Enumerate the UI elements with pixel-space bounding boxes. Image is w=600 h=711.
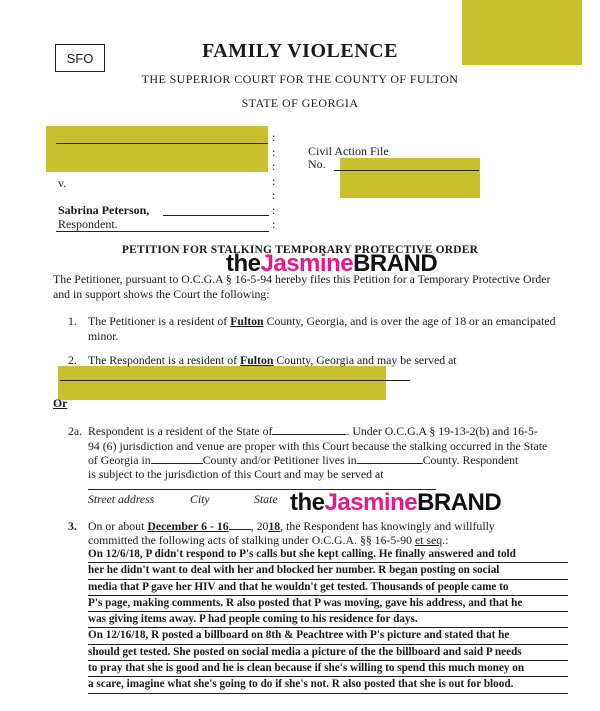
petition-heading: PETITION FOR STALKING TEMPORARY PROTECTIVE ORDER xyxy=(121,244,479,256)
caption-bottom-line xyxy=(56,231,269,232)
redaction-petitioner-name xyxy=(46,126,268,172)
watermark-brand: BRAND xyxy=(417,489,502,516)
watermark-the: the xyxy=(290,489,325,516)
item-3-number: 3. xyxy=(68,519,77,533)
stalking-act-line: On 12/6/18, P didn't respond to P's calls but she kept calling. He finally answered and told xyxy=(88,547,568,563)
watermark-jasmine: Jasmine xyxy=(324,489,418,516)
caption-colons: : : : : : : : xyxy=(272,130,276,231)
document-title: FAMILY VIOLENCE xyxy=(202,40,398,62)
stalking-act-line: P's page, making comments. R also posted that P was moving, gave his address, and that he xyxy=(88,596,568,612)
sfo-label: SFO xyxy=(66,50,94,66)
item-2a-line-2: 94 (6) jurisdiction and venue are proper with this Court because the stalking occurred in the State xyxy=(88,439,548,453)
respondent-name: Sabrina Peterson, xyxy=(58,203,150,217)
stalking-act-line: a scare, imagine what she's going to do if she's not. R also posted that she is out for blood. xyxy=(88,677,568,693)
item-1-text: The Petitioner is a resident of Fulton County, Georgia, and is over the age of 18 or an emancipated xyxy=(88,314,556,328)
street-address-label: Street address xyxy=(88,492,155,506)
state-name: STATE OF GEORGIA xyxy=(241,96,359,110)
item-2a-line-4: is subject to the jurisdiction of this Court and may be served at xyxy=(88,467,384,481)
versus-label: v. xyxy=(58,176,67,190)
item-3-line-2: committed the following acts of stalking under O.C.G.A. §§ 16-5-90 et seq.: xyxy=(88,533,449,547)
respondent-label: Respondent. xyxy=(58,217,118,231)
item-1-county: Fulton xyxy=(230,314,264,328)
court-name: THE SUPERIOR COURT FOR THE COUNTY OF FULTON xyxy=(141,72,459,86)
stalking-act-line: On 12/16/18, R posted a billboard on 8th & Peachtree with P's picture and stated that he xyxy=(88,628,568,644)
item-2-county: Fulton xyxy=(240,353,274,367)
watermark-brand: BRAND xyxy=(353,250,438,277)
service-address-line xyxy=(60,380,410,381)
stalking-act-line: was giving items away. P had people coming to his residence for days. xyxy=(88,612,568,628)
stalking-act-line: media that P gave her HIV and that he wouldn't get tested. Thousands of people came to xyxy=(88,580,568,596)
respondent-name-line xyxy=(163,215,269,216)
redaction-service-address xyxy=(58,366,386,400)
civil-action-label: Civil Action File xyxy=(308,144,389,158)
petitioner-name-line xyxy=(56,143,268,144)
watermark-middle xyxy=(290,489,501,517)
watermark-jasmine: Jasmine xyxy=(260,250,354,277)
city-label: City xyxy=(190,492,210,506)
item-1-number: 1. xyxy=(68,314,77,328)
item-1-line-2: minor. xyxy=(88,329,119,343)
case-no-label: No. xyxy=(308,157,326,171)
stalking-act-line: should get tested. She posted on social media a picture of the the billboard and said P needs xyxy=(88,645,568,661)
item-2-number: 2. xyxy=(68,353,77,367)
state-label: State xyxy=(254,492,278,506)
redaction-case-number xyxy=(340,158,480,198)
intro-line-1: The Petitioner, pursuant to O.C.G.A § 16-5-94 hereby files this Petition for a Temporary Protective Order xyxy=(53,272,551,286)
redaction-top-right xyxy=(462,0,582,65)
or-label: Or xyxy=(53,396,68,410)
item-3-year: 18 xyxy=(268,519,281,533)
case-no-line xyxy=(334,170,479,171)
item-2a-line-3: of Georgia in County and/or Petitioner lives in County. Respondent xyxy=(88,453,519,467)
stalking-act-line: to pray that she is good and he is clean because if she's willing to spend this much money on xyxy=(88,661,568,677)
stalking-acts xyxy=(88,547,568,694)
stalking-act-line: her he didn't want to deal with her and blocked her number. R began posting on social xyxy=(88,563,568,579)
intro-line-2: and in support shows the Court the following: xyxy=(53,287,270,301)
item-2a-number: 2a. xyxy=(68,424,83,438)
watermark-the: the xyxy=(226,250,261,277)
item-3-dates: December 6 - 16 xyxy=(147,519,229,533)
item-3-line-1: On or about December 6 - 16 , 2018, the Respondent has knowingly and willfully xyxy=(88,519,495,533)
item-2-text: The Respondent is a resident of Fulton County, Georgia and may be served at xyxy=(88,353,457,367)
item-2a-line-1: Respondent is a resident of the State of . Under O.C.G.A § 19-13-2(b) and 16-5- xyxy=(88,424,538,438)
